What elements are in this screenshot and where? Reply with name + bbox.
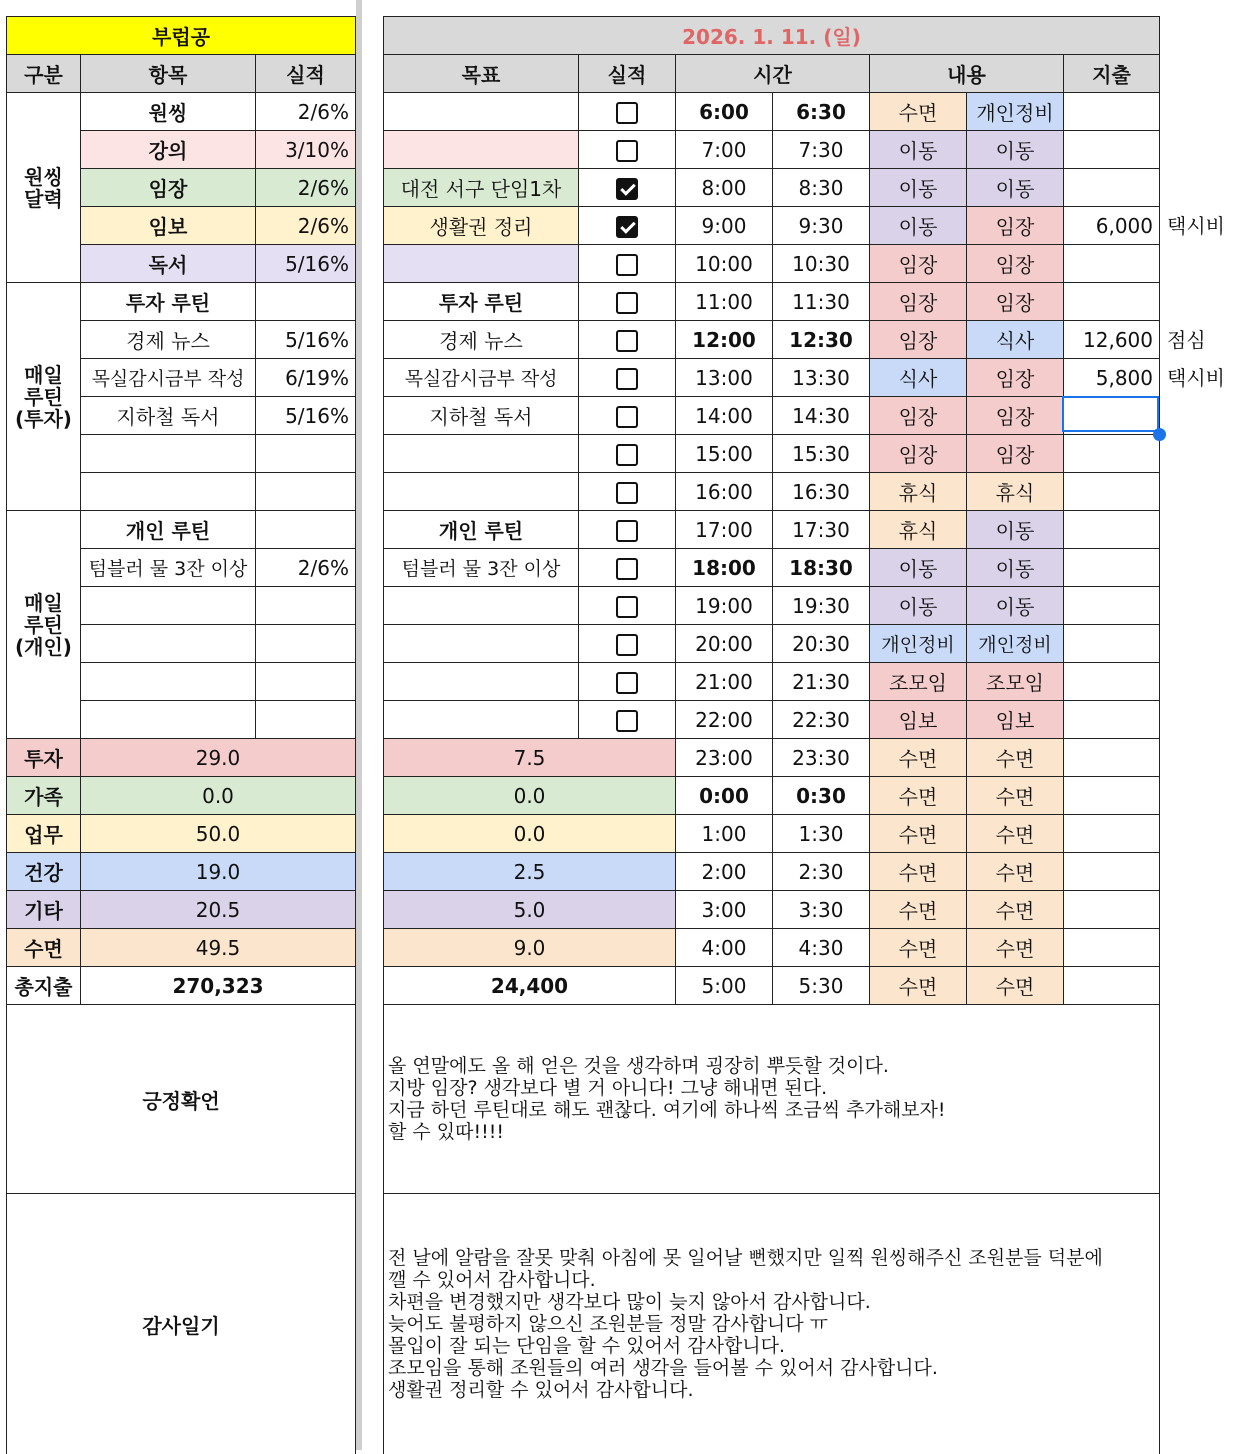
goal-cell[interactable]: 투자 루틴 <box>384 283 579 321</box>
content-cell[interactable]: 수면 <box>967 891 1064 929</box>
expense-cell[interactable] <box>1064 701 1160 739</box>
checkbox-cell[interactable] <box>579 473 676 511</box>
summary-value[interactable]: 50.0 <box>81 815 356 853</box>
right-table <box>383 16 1160 1454</box>
time-cell[interactable]: 11:30 <box>773 283 870 321</box>
checkbox[interactable] <box>616 140 638 162</box>
checkbox-cell[interactable] <box>579 587 676 625</box>
group-personal-routine: 매일 루틴 (개인) <box>7 511 81 739</box>
content-cell[interactable]: 수면 <box>870 929 967 967</box>
item-cell[interactable]: 경제 뉴스 <box>81 321 256 359</box>
content-cell[interactable]: 임장 <box>870 283 967 321</box>
summary-label: 수면 <box>7 929 81 967</box>
gratitude-line: 조모임을 통해 조원들의 여러 생각을 들어볼 수 있어서 감사합니다. <box>388 1357 1155 1379</box>
content-cell[interactable]: 수면 <box>870 815 967 853</box>
time-cell[interactable]: 16:00 <box>676 473 773 511</box>
content-cell[interactable]: 임장 <box>967 359 1064 397</box>
content-cell[interactable]: 식사 <box>967 321 1064 359</box>
checkbox[interactable] <box>616 634 638 656</box>
content-cell[interactable]: 이동 <box>870 169 967 207</box>
left-title: 부럽공 <box>7 17 356 55</box>
col-content: 내용 <box>870 55 1064 93</box>
checkbox[interactable] <box>616 482 638 504</box>
expense-cell[interactable] <box>1064 625 1160 663</box>
item-cell[interactable]: 원씽 <box>81 93 256 131</box>
content-cell[interactable]: 수면 <box>967 967 1064 1005</box>
time-cell[interactable]: 3:00 <box>676 891 773 929</box>
result-cell[interactable] <box>256 587 356 625</box>
sheet-divider <box>356 0 362 1450</box>
summary-value[interactable]: 19.0 <box>81 853 356 891</box>
checkbox-cell[interactable] <box>579 625 676 663</box>
goal-cell[interactable] <box>384 435 579 473</box>
content-cell[interactable]: 이동 <box>967 131 1064 169</box>
time-cell[interactable]: 14:30 <box>773 397 870 435</box>
result-cell[interactable] <box>256 511 356 549</box>
checkbox-cell[interactable] <box>579 207 676 245</box>
result-cell[interactable] <box>256 701 356 739</box>
expense-cell[interactable] <box>1064 549 1160 587</box>
summary-hours[interactable]: 0.0 <box>384 777 676 815</box>
item-cell[interactable] <box>81 473 256 511</box>
result-cell[interactable] <box>256 435 356 473</box>
time-cell[interactable]: 5:00 <box>676 967 773 1005</box>
time-cell[interactable]: 23:00 <box>676 739 773 777</box>
expense-cell[interactable] <box>1064 929 1160 967</box>
time-cell[interactable]: 23:30 <box>773 739 870 777</box>
expense-cell[interactable] <box>1064 93 1160 131</box>
goal-cell[interactable] <box>384 663 579 701</box>
content-cell[interactable]: 임장 <box>870 321 967 359</box>
time-cell[interactable]: 2:00 <box>676 853 773 891</box>
affirmation-line: 올 연말에도 올 해 얻은 것을 생각하며 굉장히 뿌듯할 것이다. <box>388 1055 1155 1077</box>
time-cell[interactable]: 1:30 <box>773 815 870 853</box>
time-cell[interactable]: 8:30 <box>773 169 870 207</box>
expense-cell[interactable] <box>1064 967 1160 1005</box>
time-cell[interactable]: 19:30 <box>773 587 870 625</box>
content-cell[interactable]: 수면 <box>870 853 967 891</box>
goal-cell[interactable]: 목실감시금부 작성 <box>384 359 579 397</box>
checkbox[interactable] <box>616 444 638 466</box>
result-cell[interactable] <box>256 625 356 663</box>
content-cell[interactable]: 조모임 <box>967 663 1064 701</box>
item-cell[interactable] <box>81 587 256 625</box>
time-cell[interactable]: 14:00 <box>676 397 773 435</box>
content-cell[interactable]: 이동 <box>967 511 1064 549</box>
checkbox[interactable] <box>616 558 638 580</box>
time-cell[interactable]: 6:30 <box>773 93 870 131</box>
checkbox-cell[interactable] <box>579 131 676 169</box>
time-cell[interactable]: 17:00 <box>676 511 773 549</box>
summary-label: 투자 <box>7 739 81 777</box>
checkbox-cell[interactable] <box>579 245 676 283</box>
expense-cell[interactable] <box>1064 663 1160 701</box>
time-cell[interactable]: 15:00 <box>676 435 773 473</box>
time-cell[interactable]: 7:00 <box>676 131 773 169</box>
checkbox-checked[interactable] <box>616 216 638 238</box>
time-cell[interactable]: 12:30 <box>773 321 870 359</box>
item-cell[interactable]: 임보 <box>81 207 256 245</box>
col-expense: 지출 <box>1064 55 1160 93</box>
goal-cell[interactable]: 생활권 정리 <box>384 207 579 245</box>
checkbox-cell[interactable] <box>579 511 676 549</box>
checkbox-checked[interactable] <box>616 178 638 200</box>
content-cell[interactable]: 이동 <box>870 131 967 169</box>
col-goal: 목표 <box>384 55 579 93</box>
time-cell[interactable]: 21:30 <box>773 663 870 701</box>
result-cell[interactable]: 3/10% <box>256 131 356 169</box>
content-cell[interactable]: 임보 <box>967 701 1064 739</box>
expense-cell[interactable] <box>1064 777 1160 815</box>
time-cell[interactable]: 0:30 <box>773 777 870 815</box>
result-cell[interactable]: 2/6% <box>256 169 356 207</box>
checkbox-cell[interactable] <box>579 701 676 739</box>
summary-hours[interactable]: 0.0 <box>384 815 676 853</box>
time-cell[interactable]: 15:30 <box>773 435 870 473</box>
goal-cell[interactable] <box>384 701 579 739</box>
time-cell[interactable]: 11:00 <box>676 283 773 321</box>
checkbox-cell[interactable] <box>579 435 676 473</box>
expense-cell[interactable] <box>1064 283 1160 321</box>
time-cell[interactable]: 4:00 <box>676 929 773 967</box>
content-cell[interactable]: 임장 <box>870 245 967 283</box>
goal-cell[interactable] <box>384 245 579 283</box>
total-expense-value[interactable]: 270,323 <box>81 967 356 1005</box>
goal-cell[interactable] <box>384 625 579 663</box>
time-cell[interactable]: 20:30 <box>773 625 870 663</box>
gratitude-line: 몰입이 잘 되는 단임을 할 수 있어서 감사합니다. <box>388 1335 1155 1357</box>
content-cell[interactable]: 수면 <box>967 777 1064 815</box>
expense-cell[interactable] <box>1064 587 1160 625</box>
summary-value[interactable]: 0.0 <box>81 777 356 815</box>
item-cell[interactable] <box>81 663 256 701</box>
goal-cell[interactable]: 지하철 독서 <box>384 397 579 435</box>
affirmation-label: 긍정확언 <box>7 1005 356 1194</box>
content-cell[interactable]: 수면 <box>967 815 1064 853</box>
side-note[interactable]: 점심 <box>1167 324 1206 353</box>
item-cell[interactable]: 임장 <box>81 169 256 207</box>
goal-cell[interactable] <box>384 473 579 511</box>
date-header: 2026. 1. 11. (일) <box>384 17 1160 55</box>
checkbox[interactable] <box>616 406 638 428</box>
checkbox[interactable] <box>616 368 638 390</box>
content-cell[interactable]: 휴식 <box>967 473 1064 511</box>
result-cell[interactable]: 6/19% <box>256 359 356 397</box>
result-cell[interactable]: 2/6% <box>256 207 356 245</box>
content-cell[interactable]: 조모임 <box>870 663 967 701</box>
item-cell[interactable]: 개인 루틴 <box>81 511 256 549</box>
gratitude-line: 깰 수 있어서 감사합니다. <box>388 1269 1155 1291</box>
left-table <box>6 16 356 1454</box>
result-cell[interactable] <box>256 283 356 321</box>
checkbox[interactable] <box>616 102 638 124</box>
time-cell[interactable]: 13:30 <box>773 359 870 397</box>
content-cell[interactable]: 임장 <box>967 207 1064 245</box>
time-cell[interactable]: 7:30 <box>773 131 870 169</box>
result-cell[interactable] <box>256 473 356 511</box>
goal-cell[interactable]: 대전 서구 단임1차 <box>384 169 579 207</box>
goal-cell[interactable]: 경제 뉴스 <box>384 321 579 359</box>
result-cell[interactable] <box>256 663 356 701</box>
time-cell[interactable]: 9:30 <box>773 207 870 245</box>
time-cell[interactable]: 19:00 <box>676 587 773 625</box>
time-cell[interactable]: 5:30 <box>773 967 870 1005</box>
summary-hours[interactable]: 9.0 <box>384 929 676 967</box>
checkbox[interactable] <box>616 254 638 276</box>
expense-cell[interactable] <box>1064 511 1160 549</box>
col-result: 실적 <box>256 55 356 93</box>
gratitude-line: 늦어도 불평하지 않으신 조원분들 정말 감사합니다 ㅠ <box>388 1313 1155 1335</box>
time-cell[interactable]: 0:00 <box>676 777 773 815</box>
col-time: 시간 <box>676 55 870 93</box>
goal-cell[interactable]: 개인 루틴 <box>384 511 579 549</box>
result-cell[interactable]: 5/16% <box>256 397 356 435</box>
item-cell[interactable]: 목실감시금부 작성 <box>81 359 256 397</box>
affirmation-line: 할 수 있따!!!! <box>388 1121 1155 1143</box>
content-cell[interactable]: 이동 <box>967 549 1064 587</box>
item-cell[interactable]: 독서 <box>81 245 256 283</box>
selected-cell[interactable] <box>1062 396 1159 432</box>
time-cell[interactable]: 1:00 <box>676 815 773 853</box>
goal-cell[interactable] <box>384 93 579 131</box>
content-cell[interactable]: 임장 <box>870 397 967 435</box>
time-cell[interactable]: 10:30 <box>773 245 870 283</box>
time-cell[interactable]: 22:00 <box>676 701 773 739</box>
result-cell[interactable]: 2/6% <box>256 549 356 587</box>
content-cell[interactable]: 수면 <box>967 929 1064 967</box>
summary-hours[interactable]: 2.5 <box>384 853 676 891</box>
item-cell[interactable] <box>81 435 256 473</box>
item-cell[interactable] <box>81 625 256 663</box>
gratitude-text[interactable] <box>384 1194 1160 1454</box>
content-cell[interactable]: 식사 <box>870 359 967 397</box>
content-cell[interactable]: 수면 <box>870 891 967 929</box>
time-cell[interactable]: 2:30 <box>773 853 870 891</box>
total-expense-label: 총지출 <box>7 967 81 1005</box>
expense-cell[interactable] <box>1064 853 1160 891</box>
content-cell[interactable]: 수면 <box>870 93 967 131</box>
result-cell[interactable]: 2/6% <box>256 93 356 131</box>
col-category: 구분 <box>7 55 81 93</box>
summary-label: 업무 <box>7 815 81 853</box>
expense-cell[interactable] <box>1064 169 1160 207</box>
expense-cell[interactable] <box>1064 435 1160 473</box>
group-invest-routine: 매일 루틴 (투자) <box>7 283 81 511</box>
gratitude-label: 감사일기 <box>7 1194 356 1454</box>
expense-cell[interactable]: 5,800 <box>1064 359 1160 397</box>
summary-value[interactable]: 29.0 <box>81 739 356 777</box>
time-cell[interactable]: 9:00 <box>676 207 773 245</box>
item-cell[interactable]: 지하철 독서 <box>81 397 256 435</box>
checkbox-cell[interactable] <box>579 549 676 587</box>
expense-cell[interactable] <box>1064 245 1160 283</box>
result-cell[interactable]: 5/16% <box>256 245 356 283</box>
content-cell[interactable]: 임장 <box>967 283 1064 321</box>
expense-cell[interactable] <box>1064 815 1160 853</box>
time-cell[interactable]: 16:30 <box>773 473 870 511</box>
content-cell[interactable]: 개인정비 <box>967 625 1064 663</box>
checkbox-cell[interactable] <box>579 93 676 131</box>
side-note[interactable]: 택시비 <box>1167 210 1225 239</box>
summary-label: 건강 <box>7 853 81 891</box>
result-cell[interactable]: 5/16% <box>256 321 356 359</box>
time-cell[interactable]: 10:00 <box>676 245 773 283</box>
content-cell[interactable]: 수면 <box>870 967 967 1005</box>
summary-hours[interactable]: 5.0 <box>384 891 676 929</box>
content-cell[interactable]: 수면 <box>967 739 1064 777</box>
content-cell[interactable]: 임장 <box>870 435 967 473</box>
summary-hours[interactable]: 7.5 <box>384 739 676 777</box>
item-cell[interactable]: 강의 <box>81 131 256 169</box>
goal-cell[interactable] <box>384 131 579 169</box>
col-item: 항목 <box>81 55 256 93</box>
daily-expense-total[interactable]: 24,400 <box>384 967 676 1005</box>
content-cell[interactable]: 임장 <box>967 397 1064 435</box>
content-cell[interactable]: 임보 <box>870 701 967 739</box>
time-cell[interactable]: 18:30 <box>773 549 870 587</box>
time-cell[interactable]: 22:30 <box>773 701 870 739</box>
content-cell[interactable]: 수면 <box>967 853 1064 891</box>
time-cell[interactable]: 18:00 <box>676 549 773 587</box>
content-cell[interactable]: 휴식 <box>870 511 967 549</box>
checkbox-cell[interactable] <box>579 397 676 435</box>
checkbox[interactable] <box>616 672 638 694</box>
time-cell[interactable]: 20:00 <box>676 625 773 663</box>
affirmation-text[interactable] <box>384 1005 1160 1194</box>
checkbox[interactable] <box>616 330 638 352</box>
summary-value[interactable]: 49.5 <box>81 929 356 967</box>
item-cell[interactable] <box>81 701 256 739</box>
gratitude-line: 생활권 정리할 수 있어서 감사합니다. <box>388 1379 1155 1401</box>
checkbox[interactable] <box>616 710 638 732</box>
content-cell[interactable]: 이동 <box>870 549 967 587</box>
content-cell[interactable]: 휴식 <box>870 473 967 511</box>
content-cell[interactable]: 이동 <box>967 169 1064 207</box>
checkbox[interactable] <box>616 520 638 542</box>
checkbox-cell[interactable] <box>579 359 676 397</box>
gratitude-line: 차편을 변경했지만 생각보다 많이 늦지 않아서 감사합니다. <box>388 1291 1155 1313</box>
time-cell[interactable]: 12:00 <box>676 321 773 359</box>
fill-handle[interactable] <box>1153 428 1166 441</box>
goal-cell[interactable]: 텀블러 물 3잔 이상 <box>384 549 579 587</box>
time-cell[interactable]: 13:00 <box>676 359 773 397</box>
time-cell[interactable]: 6:00 <box>676 93 773 131</box>
checkbox[interactable] <box>616 292 638 314</box>
col-done: 실적 <box>579 55 676 93</box>
time-cell[interactable]: 4:30 <box>773 929 870 967</box>
content-cell[interactable]: 수면 <box>870 777 967 815</box>
summary-label: 가족 <box>7 777 81 815</box>
checkbox[interactable] <box>616 596 638 618</box>
gratitude-line: 전 날에 알람을 잘못 맞춰 아침에 못 일어날 뻔했지만 일찍 원씽해주신 조원분들 덕분에 <box>388 1247 1155 1269</box>
expense-cell[interactable] <box>1064 131 1160 169</box>
goal-cell[interactable] <box>384 587 579 625</box>
content-cell[interactable]: 이동 <box>870 207 967 245</box>
checkbox-cell[interactable] <box>579 663 676 701</box>
checkbox-cell[interactable] <box>579 283 676 321</box>
side-note[interactable]: 택시비 <box>1167 362 1225 391</box>
content-cell[interactable]: 수면 <box>870 739 967 777</box>
expense-cell[interactable] <box>1064 891 1160 929</box>
summary-label: 기타 <box>7 891 81 929</box>
time-cell[interactable]: 8:00 <box>676 169 773 207</box>
item-cell[interactable]: 투자 루틴 <box>81 283 256 321</box>
checkbox-cell[interactable] <box>579 321 676 359</box>
content-cell[interactable]: 개인정비 <box>870 625 967 663</box>
expense-cell[interactable]: 6,000 <box>1064 207 1160 245</box>
time-cell[interactable]: 3:30 <box>773 891 870 929</box>
content-cell[interactable]: 임장 <box>967 435 1064 473</box>
item-cell[interactable]: 텀블러 물 3잔 이상 <box>81 549 256 587</box>
affirmation-line: 지방 임장? 생각보다 별 거 아니다! 그냥 해내면 된다. <box>388 1077 1155 1099</box>
affirmation-line: 지금 하던 루틴대로 해도 괜찮다. 여기에 하나씩 조금씩 추가해보자! <box>388 1099 1155 1121</box>
content-cell[interactable]: 이동 <box>870 587 967 625</box>
group-wonsing: 원씽 달력 <box>7 93 81 283</box>
time-cell[interactable]: 17:30 <box>773 511 870 549</box>
summary-value[interactable]: 20.5 <box>81 891 356 929</box>
content-cell[interactable]: 이동 <box>967 587 1064 625</box>
expense-cell[interactable]: 12,600 <box>1064 321 1160 359</box>
expense-cell[interactable] <box>1064 739 1160 777</box>
expense-cell[interactable] <box>1064 473 1160 511</box>
content-cell[interactable]: 개인정비 <box>967 93 1064 131</box>
checkbox-cell[interactable] <box>579 169 676 207</box>
content-cell[interactable]: 임장 <box>967 245 1064 283</box>
time-cell[interactable]: 21:00 <box>676 663 773 701</box>
